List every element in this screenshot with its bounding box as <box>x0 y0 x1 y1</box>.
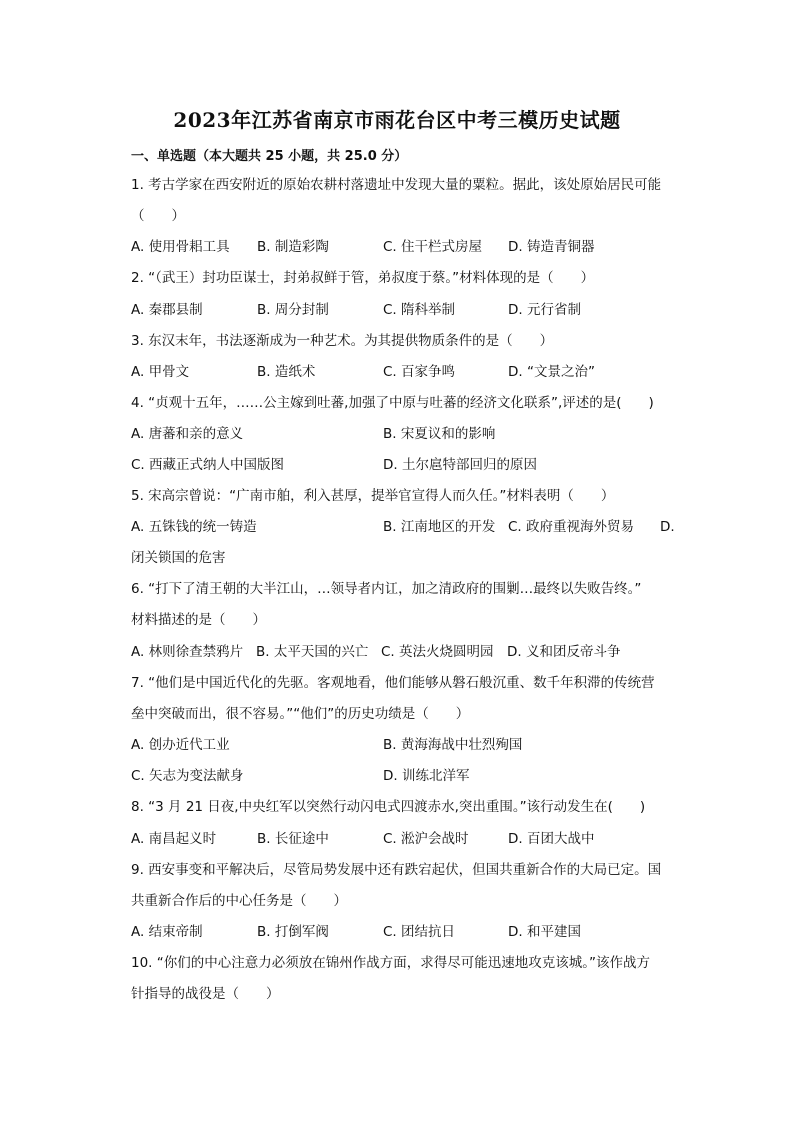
section-heading: 一、单选题（本大题共 25 小题，共 25.0 分） <box>131 149 408 164</box>
question-6-option-a: A. 林则徐查禁鸦片 <box>131 644 244 660</box>
question-6-option-b: B. 太平天国的兴亡 <box>256 644 369 660</box>
question-7-option-c: C. 矢志为变法献身 <box>131 768 244 784</box>
question-10-stem-line-2: 针指导的战役是（ ） <box>131 986 280 1002</box>
question-4-stem-line-1: 4. “贞观十五年，……公主嫁到吐蕃,加强了中原与吐蕃的经济文化联系”,评述的是( ) <box>131 395 654 411</box>
question-9-option-d: D. 和平建国 <box>508 924 581 940</box>
question-6-stem-line-1: 6. “打下了清王朝的大半江山，…领导者内讧，加之清政府的围剿…最终以失败告终。” <box>131 581 642 597</box>
question-7-option-b: B. 黄海海战中壮烈殉国 <box>383 737 523 753</box>
question-4-option-a: A. 唐蕃和亲的意义 <box>131 426 244 442</box>
question-2-option-d: D. 元行省制 <box>508 302 581 318</box>
question-5-option-d-text: 闭关锁国的危害 <box>131 550 226 566</box>
question-4-option-b: B. 宋夏议和的影响 <box>383 426 496 442</box>
question-3-option-b: B. 造纸术 <box>257 364 316 380</box>
question-3-stem-line-1: 3. 东汉末年，书法逐渐成为一种艺术。为其提供物质条件的是（ ） <box>131 333 554 349</box>
question-2-stem-line-1: 2. “（武王）封功臣谋士，封弟叔鲜于管，弟叔度于蔡。”材料体现的是（ ） <box>131 270 595 286</box>
question-4-option-c: C. 西藏正式纳人中国版图 <box>131 457 285 473</box>
question-1-option-c: C. 住干栏式房屋 <box>383 239 483 255</box>
question-5-option-b: B. 江南地区的开发 <box>383 519 496 535</box>
question-8-option-d: D. 百团大战中 <box>508 831 595 847</box>
question-3-option-d: D. “文景之治” <box>508 364 595 380</box>
question-7-option-d: D. 训练北洋军 <box>383 768 470 784</box>
question-8-option-c: C. 淞沪会战时 <box>383 831 469 847</box>
question-5-stem-line-1: 5. 宋高宗曾说：“广南市舶，利入甚厚，提举官宣得人而久任。”材料表明（ ） <box>131 488 615 504</box>
question-4-option-d: D. 土尔扈特部回归的原因 <box>383 457 537 473</box>
question-8-option-b: B. 长征途中 <box>257 831 329 847</box>
question-7-stem-line-2: 垒中突破而出，很不容易。”“他们”的历史功绩是（ ） <box>131 706 470 722</box>
question-8-stem-line-1: 8. “3 月 21 日夜,中央红军以突然行动闪电式四渡赤水,突出重围。”该行动发生在( ) <box>131 799 646 815</box>
question-7-stem-line-1: 7. “他们是中国近代化的先驱。客观地看，他们能够从磐石般沉重、数千年积滞的传统营 <box>131 675 655 691</box>
question-9-stem-line-2: 共重新合作后的中心任务是（ ） <box>131 893 347 909</box>
question-6-option-d: D. 义和团反帝斗争 <box>507 644 621 660</box>
question-1-stem-line-2: （ ） <box>131 208 185 224</box>
question-5-option-d-label: D. <box>660 519 675 535</box>
question-5-option-a: A. 五铢钱的统一铸造 <box>131 519 257 535</box>
question-9-option-b: B. 打倒军阀 <box>257 924 329 940</box>
question-1-option-b: B. 制造彩陶 <box>257 239 329 255</box>
question-6-stem-line-2: 材料描述的是（ ） <box>131 612 266 628</box>
exam-title: 2023年江苏省南京市雨花台区中考三模历史试题 <box>173 108 621 132</box>
question-1-option-d: D. 铸造青铜器 <box>508 239 595 255</box>
question-2-option-b: B. 周分封制 <box>257 302 329 318</box>
question-2-option-a: A. 秦郡县制 <box>131 302 203 318</box>
question-1-option-a: A. 使用骨耜工具 <box>131 239 230 255</box>
question-1-stem-line-1: 1. 考古学家在西安附近的原始农耕村落遗址中发现大量的粟粒。据此，该处原始居民可能 <box>131 177 662 193</box>
question-7-option-a: A. 创办近代工业 <box>131 737 230 753</box>
question-3-option-c: C. 百家争鸣 <box>383 364 456 380</box>
question-8-option-a: A. 南昌起义时 <box>131 831 217 847</box>
question-6-option-c: C. 英法火烧圆明园 <box>381 644 494 660</box>
question-5-option-c: C. 政府重视海外贸易 <box>508 519 635 535</box>
question-10-stem-line-1: 10. “你们的中心注意力必须放在锦州作战方面，求得尽可能迅速地攻克该城。”该作战方 <box>131 955 650 971</box>
question-2-option-c: C. 隋科举制 <box>383 302 456 318</box>
question-9-stem-line-1: 9. 西安事变和平解决后，尽管局势发展中还有跌宕起伏，但国共重新合作的大局已定。国 <box>131 862 662 878</box>
question-3-option-a: A. 甲骨文 <box>131 364 190 380</box>
question-9-option-a: A. 结束帝制 <box>131 924 203 940</box>
question-9-option-c: C. 团结抗日 <box>383 924 456 940</box>
